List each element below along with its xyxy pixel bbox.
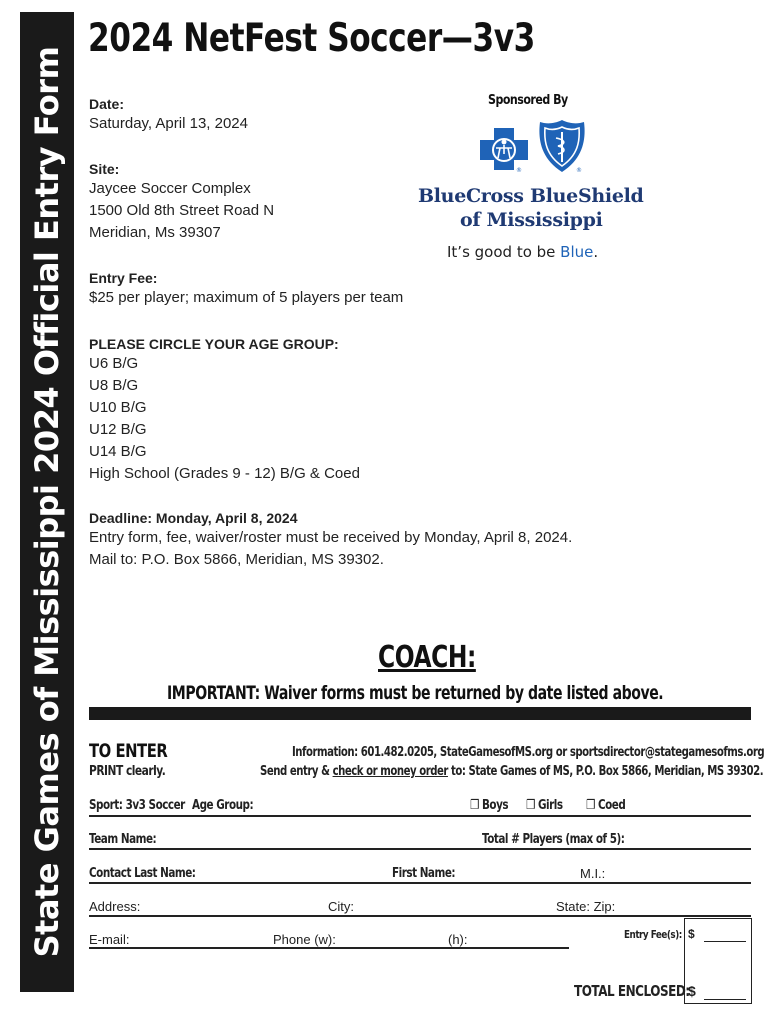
address-label: Address: xyxy=(89,899,141,914)
blue-cross-logo-icon xyxy=(476,124,532,174)
phone-home-label: (h): xyxy=(448,932,468,947)
tagline-blue: Blue xyxy=(560,243,594,261)
sidebar-title: State Games of Mississippi 2024 Official Entry Form xyxy=(28,46,66,958)
coed-checkbox[interactable]: ❒ Coed xyxy=(586,798,626,813)
deadline-line: Entry form, fee, waiver/roster must be received by Monday, April 8, 2024. xyxy=(89,529,573,546)
site-line: 1500 Old 8th Street Road N xyxy=(89,202,275,219)
first-name-label: First Name: xyxy=(392,866,456,881)
sponsor-tagline xyxy=(447,243,598,261)
tagline-prefix: It’s good to be xyxy=(447,243,561,261)
date-section xyxy=(89,96,248,135)
site-line: Jaycee Soccer Complex xyxy=(89,180,251,197)
total-enclosed-dollar: $ xyxy=(688,983,696,999)
contact-info: Information: 601.482.0205, StateGamesofMS.org or sportsdirector@stategamesofms.org xyxy=(292,745,765,760)
entry-fee-label: Entry Fee: xyxy=(89,270,158,286)
sponsor-brand-name: BlueCross BlueShield xyxy=(418,185,644,207)
age-group-heading: PLEASE CIRCLE YOUR AGE GROUP: xyxy=(89,336,339,352)
registered-mark: ® xyxy=(516,167,522,174)
site-label: Site: xyxy=(89,161,120,177)
email-phone-field[interactable] xyxy=(89,947,569,949)
date-label: Date: xyxy=(89,96,125,112)
send-entry-instructions xyxy=(260,764,763,779)
tagline-suffix: . xyxy=(593,243,599,261)
city-label: City: xyxy=(328,899,354,914)
age-group-item[interactable]: U8 B/G xyxy=(89,377,139,394)
team-name-field[interactable] xyxy=(89,848,751,850)
print-clearly-note: PRINT clearly. xyxy=(89,764,166,779)
sponsor-heading: Sponsored By xyxy=(488,93,568,108)
age-group-item[interactable]: U12 B/G xyxy=(89,421,147,438)
send-payment-method: check or money order xyxy=(332,764,448,779)
address-field[interactable] xyxy=(89,915,751,917)
contact-last-name-label: Contact Last Name: xyxy=(89,866,196,881)
middle-initial-label: M.I.: xyxy=(580,866,606,881)
entry-fee-value: $25 per player; maximum of 5 players per team xyxy=(89,289,404,306)
entry-fees-dollar: $ xyxy=(688,927,695,941)
team-name-label: Team Name: xyxy=(89,832,157,847)
age-group-item[interactable]: U14 B/G xyxy=(89,443,147,460)
to-enter-heading: TO ENTER xyxy=(89,740,168,762)
deadline-line: Mail to: P.O. Box 5866, Meridian, MS 39302. xyxy=(89,551,384,568)
state-zip-label: State: Zip: xyxy=(556,899,616,914)
girls-checkbox[interactable]: ❒ Girls xyxy=(526,798,563,813)
age-group-item[interactable]: U10 B/G xyxy=(89,399,147,416)
boys-checkbox[interactable]: ❒ Boys xyxy=(470,798,509,813)
age-group-item[interactable]: U6 B/G xyxy=(89,355,139,372)
date-value: Saturday, April 13, 2024 xyxy=(89,115,248,132)
registered-mark: ® xyxy=(576,167,582,174)
page-title: 2024 NetFest Soccer—3v3 xyxy=(88,16,535,61)
send-prefix: Send entry & xyxy=(260,764,333,779)
deadline-label: Deadline: Monday, April 8, 2024 xyxy=(89,510,298,526)
phone-work-label: Phone (w): xyxy=(273,932,336,947)
deadline-section xyxy=(89,510,572,571)
send-suffix: to: State Games of MS, P.O. Box 5866, Meridian, MS 39302. xyxy=(447,764,764,779)
entry-fee-section xyxy=(89,270,403,309)
email-label: E-mail: xyxy=(89,932,130,947)
sponsor-brand-region: of Mississippi xyxy=(460,209,603,231)
important-notice: IMPORTANT: Waiver forms must be returned by date listed above. xyxy=(167,682,664,704)
contact-name-field[interactable] xyxy=(89,882,751,884)
section-divider xyxy=(89,707,751,720)
total-enclosed-label: TOTAL ENCLOSED: xyxy=(574,982,690,1000)
coach-heading: COACH: xyxy=(378,640,476,675)
field-line xyxy=(89,815,751,817)
age-group-field-label: Age Group: xyxy=(192,798,254,813)
site-line: Meridian, Ms 39307 xyxy=(89,224,221,241)
sport-label: Sport: 3v3 Soccer xyxy=(89,798,185,813)
entry-fees-field[interactable] xyxy=(704,941,746,942)
age-group-section xyxy=(89,336,360,485)
age-group-item[interactable]: High School (Grades 9 - 12) B/G & Coed xyxy=(89,465,360,482)
total-enclosed-field[interactable] xyxy=(704,999,746,1000)
total-players-label: Total # Players (max of 5): xyxy=(482,832,625,847)
entry-fees-label: Entry Fee(s): xyxy=(624,928,682,941)
blue-shield-logo-icon xyxy=(536,118,588,174)
site-section xyxy=(89,161,274,244)
